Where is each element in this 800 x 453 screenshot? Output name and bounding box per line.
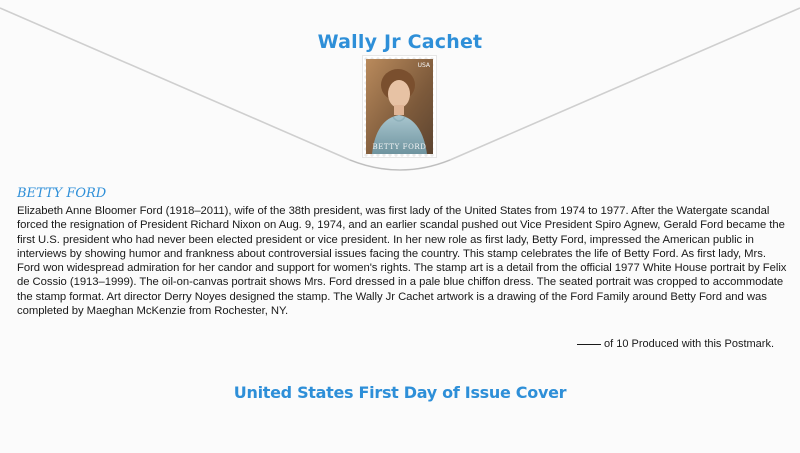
description-paragraph: Elizabeth Anne Bloomer Ford (1918–2011), wife of the 38th president, was first lady of the United States from 1974 to 1977. After the Watergate scandal forced the resignation of President Richard Nixon on Aug. 9, 1974, and an earlier scandal pushed out Vice President Spiro Agnew, Gerald Ford became the first U.S. president who had never been elected president or vice president. In her new role as first lady, Betty Ford, impressed the American public in interviews by showing humor and frankness about controversial issues facing the country. This stamp celebrates the life of Betty Ford. As first lady, Mrs. Ford won widespread admiration for her candor and support for women's rights. The stamp art is a detail from the official 1977 White House portrait by Felix de Cossio (1913–1999). The oil-on-canvas portrait shows Mrs. Ford dressed in a pale blue chiffon dress. The seated portrait was cropped to accommodate the stamp format. Art director Derry Noyes designed the stamp. The Wally Jr Cachet artwork is a drawing of the Ford Family around Betty Ford and was completed by Maeghan McKenzie from Rochester, NY.	[17, 205, 787, 318]
stamp-name: BETTY FORD	[372, 143, 427, 151]
count-blank-line	[577, 344, 601, 345]
stamp-denomination: USA	[417, 62, 430, 69]
postmark-note-text: of 10 Produced with this Postmark.	[604, 338, 774, 350]
stamp-portrait	[366, 59, 433, 154]
description-text	[17, 204, 787, 318]
first-day-cover-label: United States First Day of Issue Cover	[233, 383, 567, 402]
cachet-title: Wally Jr Cachet	[317, 31, 483, 53]
subject-heading: BETTY FORD	[17, 186, 107, 201]
postage-stamp	[363, 56, 436, 157]
postmark-count-note	[577, 338, 774, 350]
